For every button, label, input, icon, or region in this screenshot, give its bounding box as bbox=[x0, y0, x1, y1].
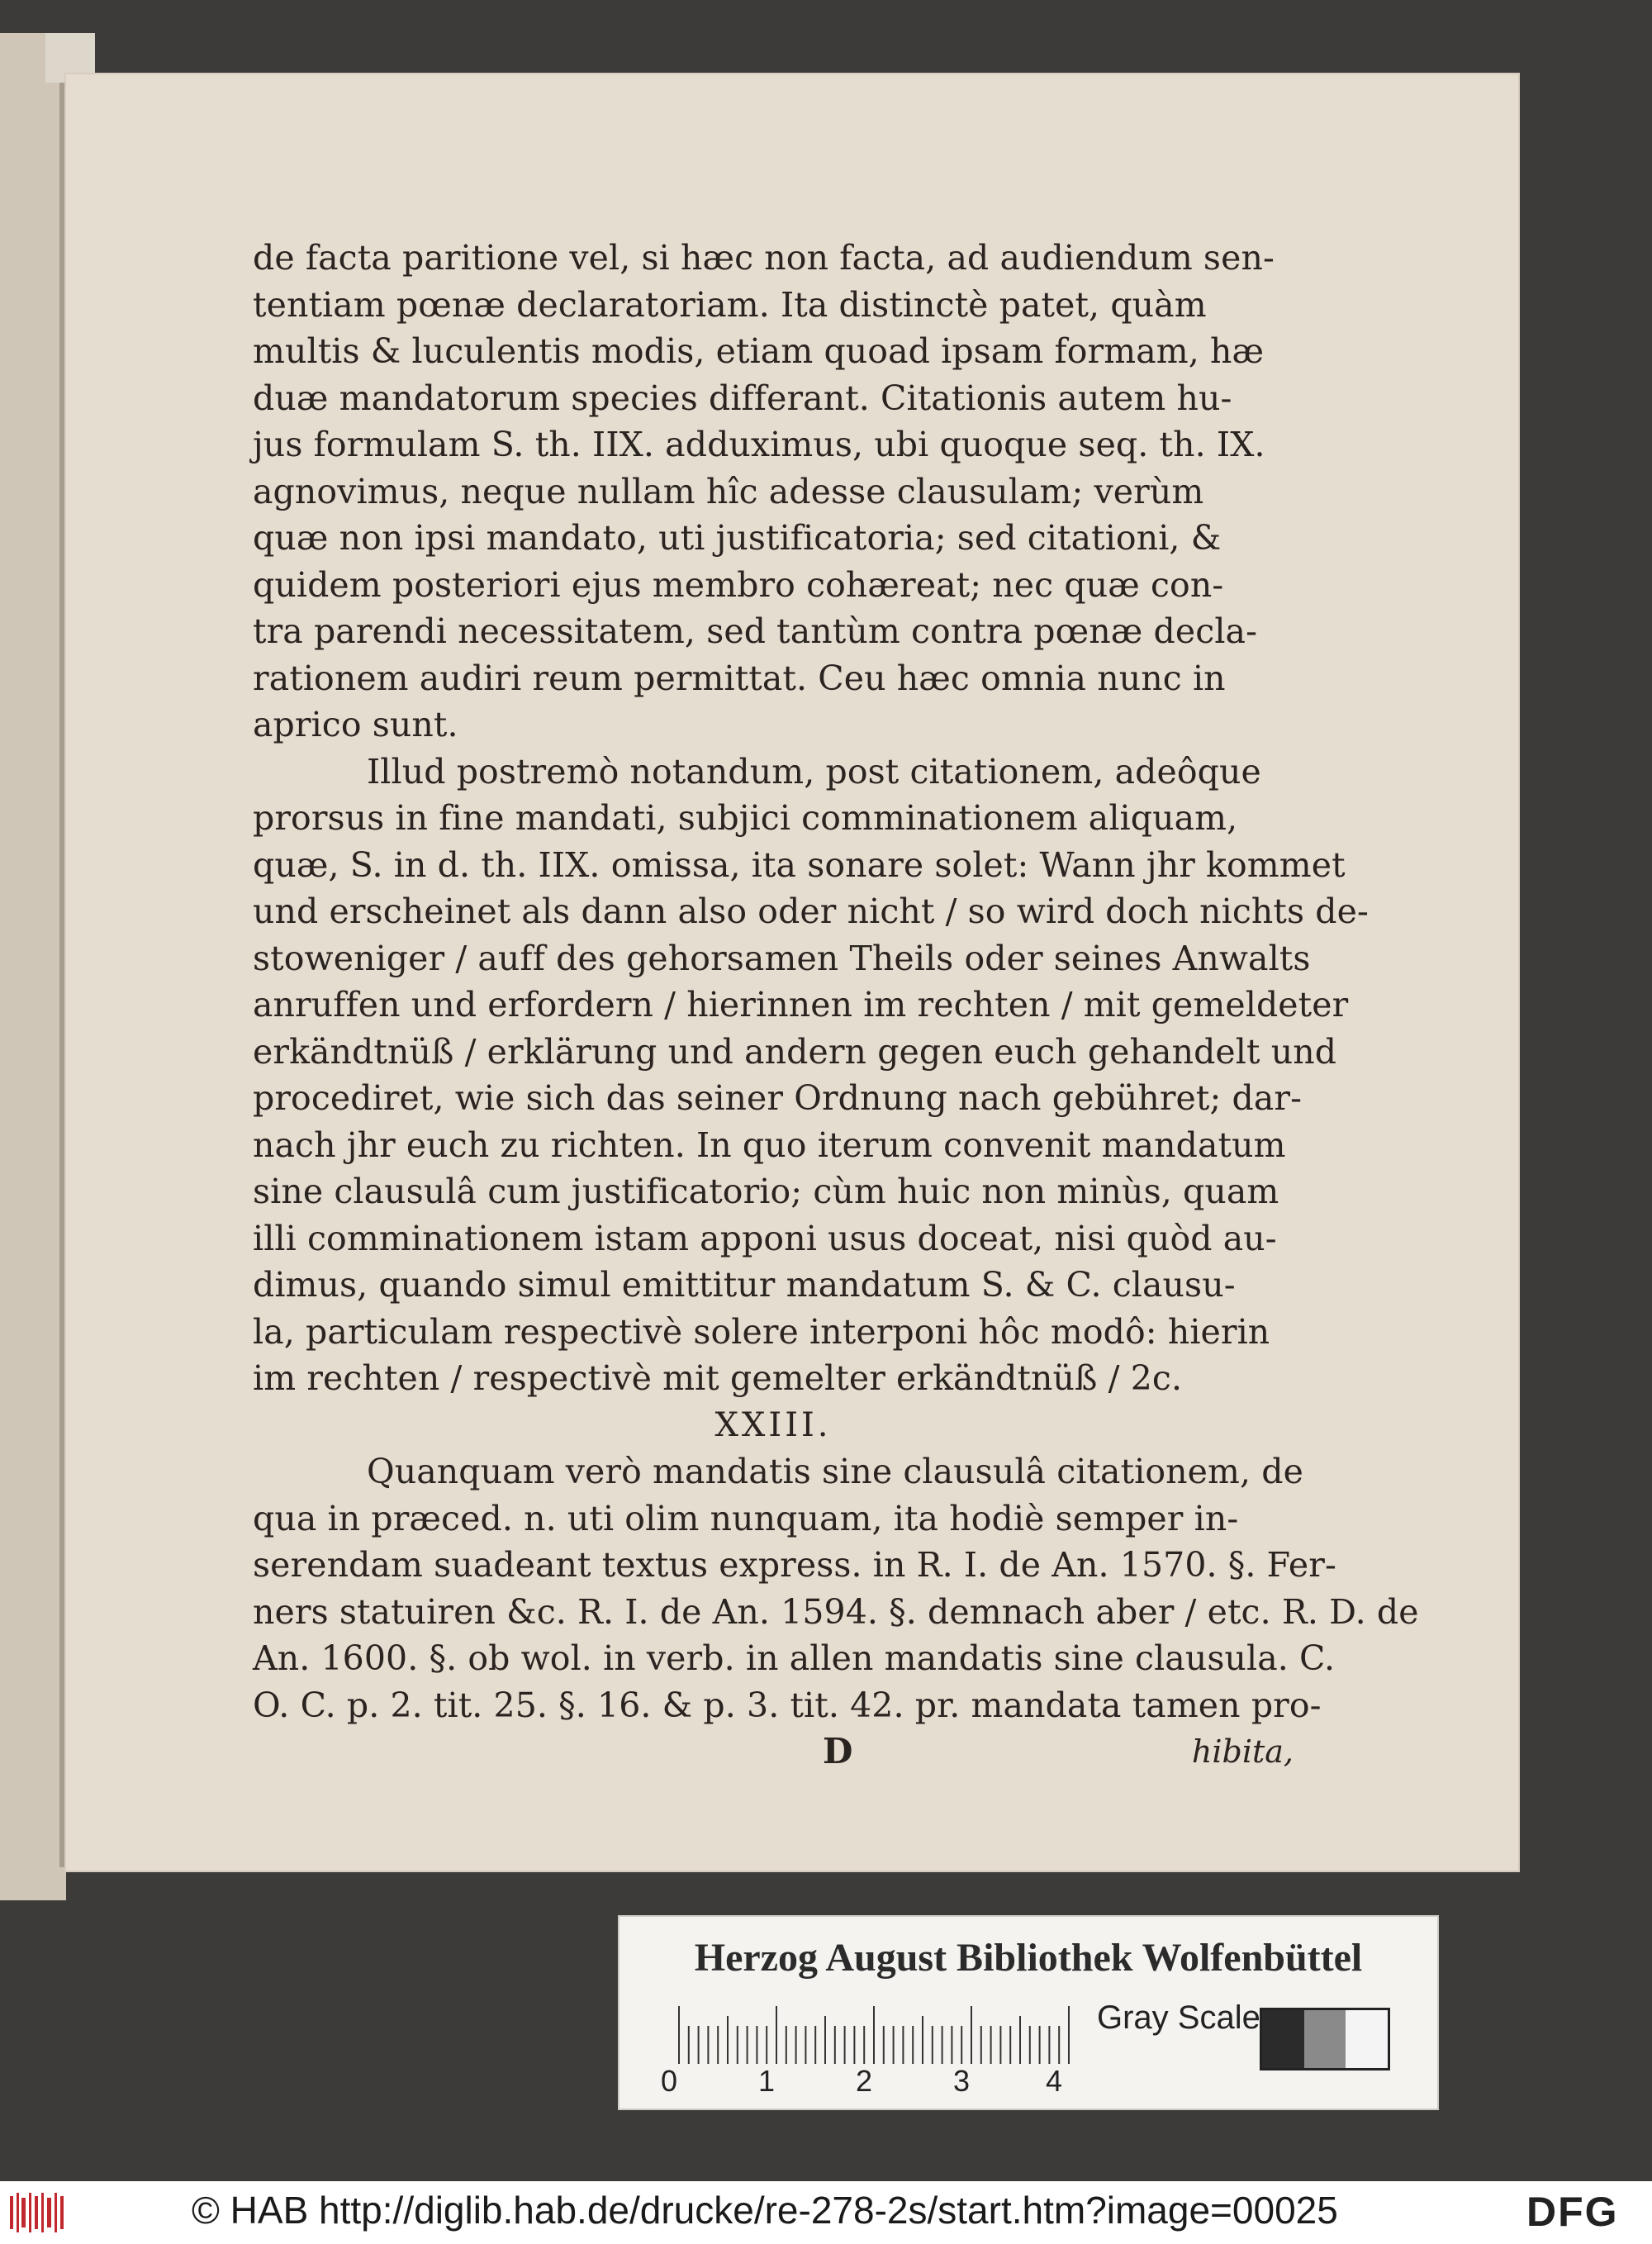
text-line: illi comminationem istam apponi usus doceat, nisi quòd au- bbox=[253, 1218, 1277, 1258]
paragraph-2 bbox=[253, 749, 1369, 1402]
text-line: procediret, wie sich das seiner Ordnung nach gebühret; dar- bbox=[253, 1078, 1303, 1118]
signature-mark: D bbox=[823, 1731, 853, 1771]
text-line: tra parendi necessitatem, sed tantùm contra pœnæ decla- bbox=[253, 611, 1258, 651]
grayscale-swatches bbox=[1260, 2008, 1390, 2070]
text-line: multis & luculentis modis, etiam quoad ipsam formam, hæ bbox=[253, 331, 1265, 371]
paragraph-3 bbox=[253, 1448, 1419, 1728]
text-line: erkändtnüß / erklärung und andern gegen euch gehandelt und bbox=[253, 1031, 1337, 1072]
text-line: Quanquam verò mandatis sine clausulâ citationem, de bbox=[367, 1452, 1304, 1491]
text-line: qua in præced. n. uti olim nunquam, ita hodiè semper in- bbox=[253, 1498, 1239, 1538]
text-line: nach jhr euch zu richten. In quo iterum convenit mandatum bbox=[253, 1124, 1286, 1165]
text-line: quidem posteriori ejus membro cohæreat; nec quæ con- bbox=[253, 564, 1224, 605]
text-line: dimus, quando simul emittitur mandatum S. & C. clausu- bbox=[253, 1265, 1236, 1305]
text-line: jus formulam S. th. IIX. adduximus, ubi quoque seq. th. IX. bbox=[253, 425, 1265, 464]
ruler-number: 1 bbox=[758, 2064, 776, 2098]
text-line: la, particulam respectivè solere interponi hôc modô: hierin bbox=[253, 1311, 1270, 1352]
ruler-number: 4 bbox=[1046, 2064, 1063, 2098]
text-line: serendam suadeant textus express. in R. I. de An. 1570. §. Fer- bbox=[253, 1545, 1336, 1585]
text-line: quæ non ipsi mandato, uti justificatoria; sed citationi, & bbox=[253, 518, 1222, 558]
barcode-icon bbox=[10, 2193, 68, 2232]
paragraph-1 bbox=[253, 235, 1294, 749]
dfg-logo: DFG bbox=[1526, 2189, 1619, 2235]
catchword: hibita, bbox=[1191, 1733, 1294, 1770]
copyright-credit: © HAB http://diglib.hab.de/drucke/re-278-2s/start.htm?image=00025 bbox=[192, 2189, 1338, 2232]
text-line: stoweniger / auff des gehorsamen Theils oder seines Anwalts bbox=[253, 938, 1311, 978]
text-line: ners statuiren &c. R. I. de An. 1594. §. demnach aber / etc. R. D. de bbox=[253, 1591, 1419, 1632]
book-page bbox=[64, 73, 1520, 1872]
text-line: rationem audiri reum permittat. Ceu hæc omnia nunc in bbox=[253, 658, 1226, 698]
page-text bbox=[253, 235, 1419, 1776]
text-line: quæ, S. in d. th. IIX. omissa, ita sonare solet: Wann jhr kommet bbox=[253, 844, 1346, 885]
page-footer bbox=[253, 1728, 1294, 1776]
grayscale-swatch-dark bbox=[1262, 2010, 1304, 2068]
text-line: aprico sunt. bbox=[253, 705, 458, 744]
text-line: agnovimus, neque nullam hîc adesse clausulam; verùm bbox=[253, 471, 1204, 511]
ruler-number: 0 bbox=[661, 2064, 678, 2098]
ruler-numbers bbox=[661, 2064, 1156, 2105]
text-line: tentiam pœnæ declaratoriam. Ita distinctè patet, quàm bbox=[253, 284, 1207, 325]
grayscale-swatch-mid bbox=[1304, 2010, 1346, 2068]
text-line: de facta paritione vel, si hæc non facta, ad audiendum sen- bbox=[253, 238, 1275, 278]
text-line: An. 1600. §. ob wol. in verb. in allen mandatis sine clausula. C. bbox=[253, 1638, 1336, 1678]
library-name: Herzog August Bibliothek Wolfenbüttel bbox=[694, 1936, 1363, 1980]
text-line: und erscheinet als dann also oder nicht / so wird doch nichts de- bbox=[253, 891, 1369, 931]
text-line: O. C. p. 2. tit. 25. §. 16. & p. 3. tit. 42. pr. mandata tamen pro- bbox=[253, 1685, 1322, 1725]
grayscale-label: Gray Scale bbox=[1097, 1999, 1260, 2036]
text-line: sine clausulâ cum justificatorio; cùm huic non minùs, quam bbox=[253, 1172, 1279, 1211]
library-label-card bbox=[618, 1915, 1439, 2110]
ruler-number: 3 bbox=[953, 2064, 971, 2098]
grayscale-swatch-light bbox=[1346, 2010, 1388, 2068]
text-line: duæ mandatorum species differant. Citationis autem hu- bbox=[253, 378, 1232, 418]
ruler-number: 2 bbox=[856, 2064, 873, 2098]
text-line: im rechten / respectivè mit gemelter erkändtnüß / 2c. bbox=[253, 1358, 1183, 1398]
text-line: prorsus in fine mandati, subjici comminationem aliquam, bbox=[253, 798, 1238, 838]
text-line: anruffen und erfordern / hierinnen im rechten / mit gemeldeter bbox=[253, 985, 1349, 1025]
text-line: Illud postremò notandum, post citationem, adeôque bbox=[367, 751, 1261, 792]
section-heading: XXIII. bbox=[714, 1405, 832, 1444]
previous-page-edge bbox=[0, 33, 66, 1900]
footer-bar bbox=[0, 2181, 1652, 2244]
ruler-scale bbox=[671, 2006, 1117, 2064]
